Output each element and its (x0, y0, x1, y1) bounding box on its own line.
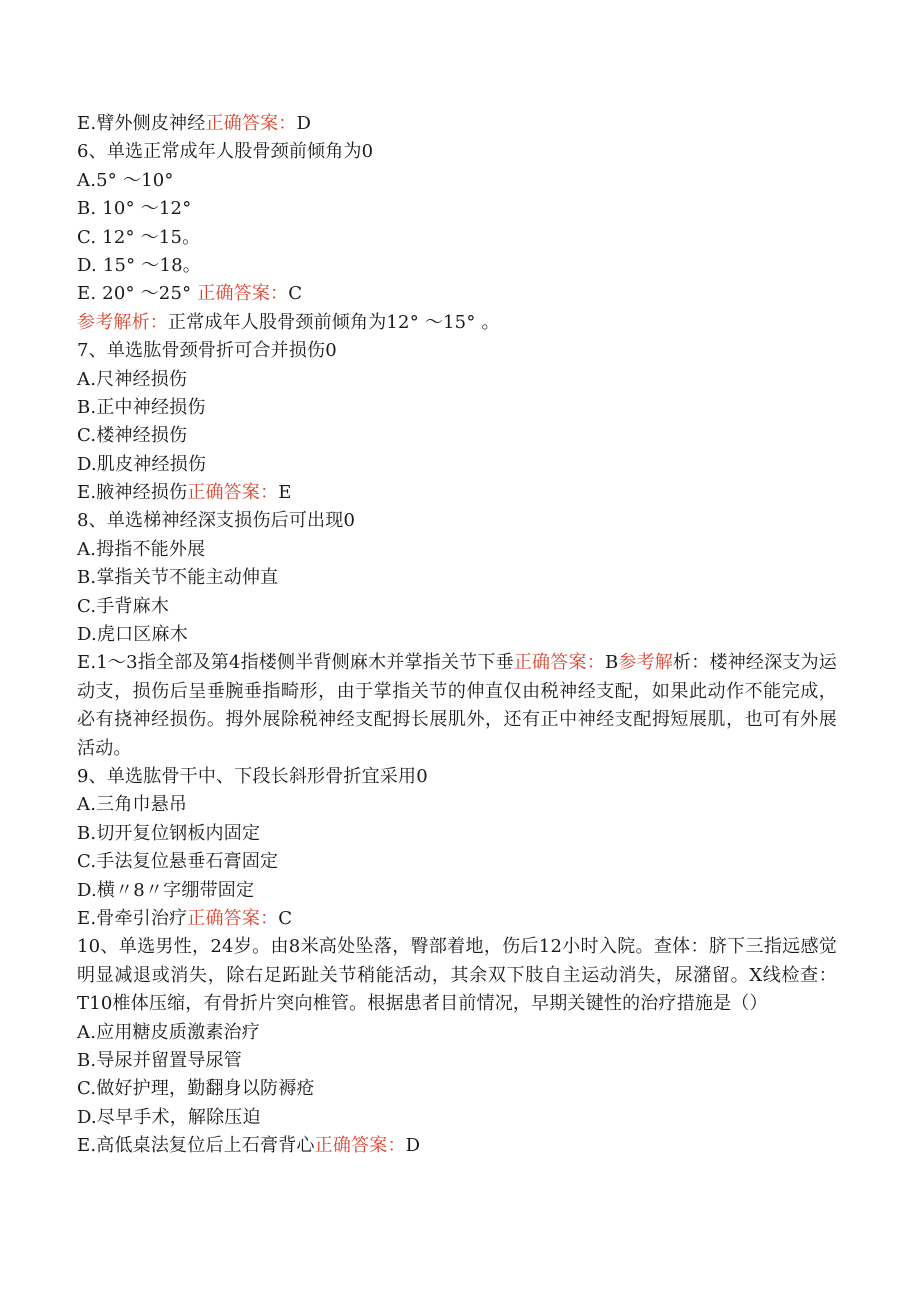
q9-option-b: B.切开复位钢板内固定 (77, 822, 261, 844)
analysis-label: 参考解 (618, 652, 674, 674)
q7-option-a: A.尺神经损伤 (77, 368, 188, 390)
answer-value: C (278, 908, 293, 929)
q6-option-b: B. 10° ～12° (77, 198, 192, 220)
q10-option-b: B.导尿并留置导尿管 (77, 1050, 242, 1071)
q9-option-c: C.手法复位悬垂石膏固定 (77, 851, 279, 873)
q7-option-e: E.腋神经损伤正确答案：E (77, 482, 292, 504)
q9-stem: 9、单选肱骨干中、下段长斜形骨折宜采用0 (77, 766, 428, 788)
q7-option-d: D.肌皮神经损伤 (77, 453, 207, 475)
q7-stem: 7、单选肱骨颈骨折可合并损伤0 (77, 340, 337, 362)
q6-option-c: C. 12° ～15。 (77, 226, 201, 248)
q7-option-b: B.正中神经损伤 (77, 396, 206, 418)
q6-analysis: 参考解析：正常成年人股骨颈前倾角为12° ～15° 。 (77, 311, 500, 333)
q8-option-a: A.拇指不能外展 (77, 538, 206, 560)
q10-option-a: A.应用糖皮质激素治疗 (77, 1021, 260, 1043)
q10-option-c: C.做好护理，勤翻身以防褥疮 (77, 1078, 315, 1100)
answer-value: D (405, 1135, 421, 1157)
answer-label: 正确答案： (187, 482, 279, 504)
answer-value: C (288, 283, 303, 305)
answer-value: B (604, 652, 619, 674)
answer-label: 正确答案： (197, 283, 289, 305)
analysis-label: 参考解析： (77, 311, 168, 333)
q8-option-d: D.虎口区麻木 (77, 624, 188, 646)
q6-option-a: A.5° ～10° (77, 169, 174, 191)
q10-stem: 10、单选男性，24岁。由8米高处坠落，臀部着地，伤后12小时入院。查体：脐下三指远感觉明显减退或消失，除右足跖趾关节稍能活动，其余双下肢自主运动消失，尿潴留。X线检查：T10椎体压缩，有骨折片突向椎管。根据患者目前情况，早期关键性的治疗措施是（） (77, 936, 837, 1015)
answer-label: 正确答案： (513, 652, 605, 674)
answer-value: D (296, 113, 312, 134)
document-body (77, 110, 837, 1161)
q9-option-a: A.三角巾悬吊 (77, 794, 188, 816)
answer-label: 正确答案： (205, 113, 297, 134)
analysis-text: 析：楼神经深支为运动支，损伤后呈垂腕垂指畸形，由于掌指关节的伸直仅由税神经支配，如果此动作不能完成，必有挠神经损伤。拇外展除税神经支配拇长展肌外，还有正中神经支配拇短展肌，也可有外展活动。 (77, 652, 837, 759)
q6-option-d: D. 15° ～18。 (77, 254, 201, 276)
answer-label: 正确答案： (187, 908, 279, 929)
q8-option-e-with-analysis: E.1～3指全部及第4指楼侧半背侧麻木并掌指关节下垂正确答案：B参考解析：楼神经深支为运动支，损伤后呈垂腕垂指畸形，由于掌指关节的伸直仅由税神经支配，如果此动作不能完成，必有挠神经损伤。拇外展除税神经支配拇长展肌外，还有正中神经支配拇短展肌，也可有外展活动。 (77, 652, 837, 759)
answer-label: 正确答案： (314, 1135, 406, 1157)
q9-option-e: E.骨牵引治疗正确答案：C (77, 908, 293, 929)
q6-option-e: E. 20° ～25° 正确答案：C (77, 283, 303, 305)
q7-option-c: C.楼神经损伤 (77, 425, 188, 447)
q8-option-b: B.掌指关节不能主动伸直 (77, 567, 279, 589)
q10-option-e: E.高低桌法复位后上石膏背心正确答案：D (77, 1135, 421, 1157)
q8-stem: 8、单选梯神经深支损伤后可出现0 (77, 510, 356, 532)
q6-stem: 6、单选正常成年人股骨颈前倾角为0 (77, 141, 374, 163)
q8-option-c: C.手背麻木 (77, 595, 170, 617)
q9-option-d: D.横〃8〃字绷带固定 (77, 879, 255, 901)
answer-value: E (278, 482, 292, 504)
q5-option-e: E.臂外侧皮神经正确答案：D (77, 113, 312, 134)
q10-option-d: D.尽早手术，解除压迫 (77, 1106, 261, 1128)
